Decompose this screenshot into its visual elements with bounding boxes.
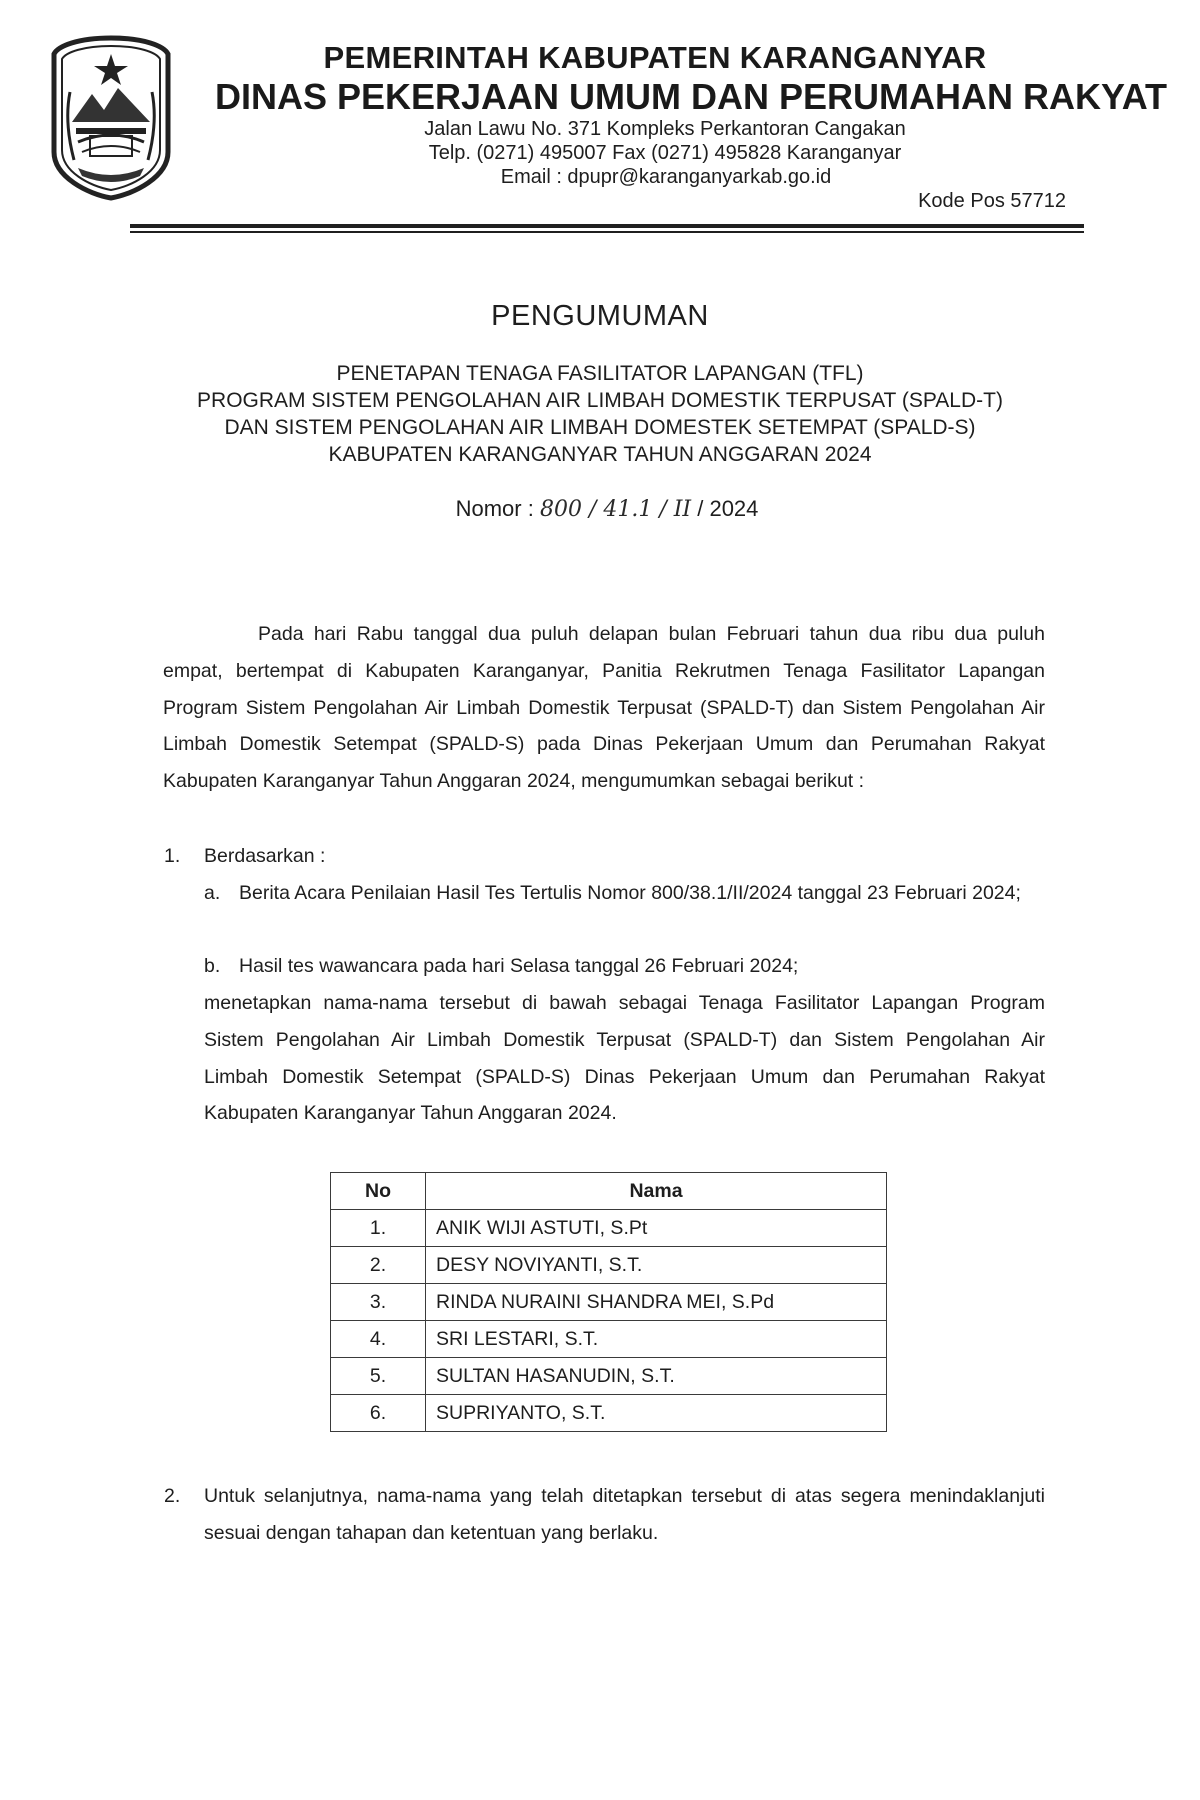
postal-code: Kode Pos 57712 [918,190,1066,212]
row-number: 6. [331,1395,426,1432]
document-number [0,496,1200,522]
subject-line: KABUPATEN KARANGANYAR TAHUN ANGGARAN 2024 [328,443,872,466]
office-email: Email : dpupr@karanganyarkab.go.id [500,166,832,188]
announcement-subject [0,360,1200,468]
row-number: 5. [331,1358,426,1395]
table-row [331,1321,887,1358]
document-number-year: / 2024 [697,496,759,521]
row-name: SRI LESTARI, S.T. [426,1321,887,1358]
item-1b-letter: b. [204,955,221,977]
announcement-title: PENGUMUMAN [491,300,709,332]
column-header-no: No [331,1173,426,1210]
office-phone-fax: Telp. (0271) 495007 Fax (0271) 495828 Karanganyar [428,142,902,164]
row-number: 1. [331,1210,426,1247]
row-name: SUPRIYANTO, S.T. [426,1395,887,1432]
item-1-text: Berdasarkan : [204,845,326,867]
row-name: DESY NOVIYANTI, S.T. [426,1247,887,1284]
row-name: RINDA NURAINI SHANDRA MEI, S.Pd [426,1284,887,1321]
table-row [331,1395,887,1432]
table-row [331,1210,887,1247]
table-row [331,1247,887,1284]
government-name: PEMERINTAH KABUPATEN KARANGANYAR [323,40,987,75]
subject-line: PROGRAM SISTEM PENGOLAHAN AIR LIMBAH DOMESTIK TERPUSAT (SPALD-T) [197,389,1003,412]
document-number-handwritten: 800 / 41.1 / II [539,497,692,522]
column-header-name: Nama [426,1173,887,1210]
subject-line: PENETAPAN TENAGA FASILITATOR LAPANGAN (TFL) [336,362,864,385]
item-1a-letter: a. [204,882,221,904]
subject-line: DAN SISTEM PENGOLAHAN AIR LIMBAH DOMESTEK SETEMPAT (SPALD-S) [224,416,976,439]
item-1-conclusion: menetapkan nama-nama tersebut di bawah sebagai Tenaga Fasilitator Lapangan Program Sistem Pengolahan Air Limbah Domestik Terpusat (SPALD-T) dan Sistem Pengolahan Air Limbah Domestik Setempat (SPALD-S) Dinas Pekerjaan Umum dan Perumahan Rakyat Kabupaten Karanganyar Tahun Anggaran 2024. [204,992,1045,1125]
item-2-number: 2. [164,1485,181,1507]
opening-paragraph: Pada hari Rabu tanggal dua puluh delapan bulan Februari tahun dua ribu dua puluh empat, bertempat di Kabupaten Karanganyar, Panitia Rekrutmen Tenaga Fasilitator Lapangan Program Sistem Pengolahan Air Limbah Domestik Terpusat (SPALD-T) dan Sistem Pengolahan Air Limbah Domestik Setempat (SPALD-S) pada Dinas Pekerjaan Umum dan Perumahan Rakyat Kabupaten Karanganyar Tahun Anggaran 2024, mengumumkan sebagai berikut : [163,623,1045,793]
item-1b-text: Hasil tes wawancara pada hari Selasa tanggal 26 Februari 2024; [239,955,799,977]
item-2-text: Untuk selanjutnya, nama-nama yang telah ditetapkan tersebut di atas segera menindaklanjuti sesuai dengan tahapan dan ketentuan yang berlaku. [204,1485,1045,1544]
letterhead-divider-thin [130,231,1084,233]
department-name: DINAS PEKERJAAN UMUM DAN PERUMAHAN RAKYAT [214,76,1168,117]
row-name: ANIK WIJI ASTUTI, S.Pt [426,1210,887,1247]
facilitator-table [330,1172,887,1432]
row-name: SULTAN HASANUDIN, S.T. [426,1358,887,1395]
row-number: 2. [331,1247,426,1284]
row-number: 4. [331,1321,426,1358]
document-number-label: Nomor : [455,496,534,521]
table-row [331,1284,887,1321]
item-1a-text: Berita Acara Penilaian Hasil Tes Tertulis Nomor 800/38.1/II/2024 tanggal 23 Februari 2024; [239,882,1021,904]
table-header-row [331,1173,887,1210]
item-1-number: 1. [164,845,181,867]
office-address: Jalan Lawu No. 371 Kompleks Perkantoran Cangakan [424,118,906,140]
row-number: 3. [331,1284,426,1321]
table-row [331,1358,887,1395]
letterhead-divider-thick [130,224,1084,228]
